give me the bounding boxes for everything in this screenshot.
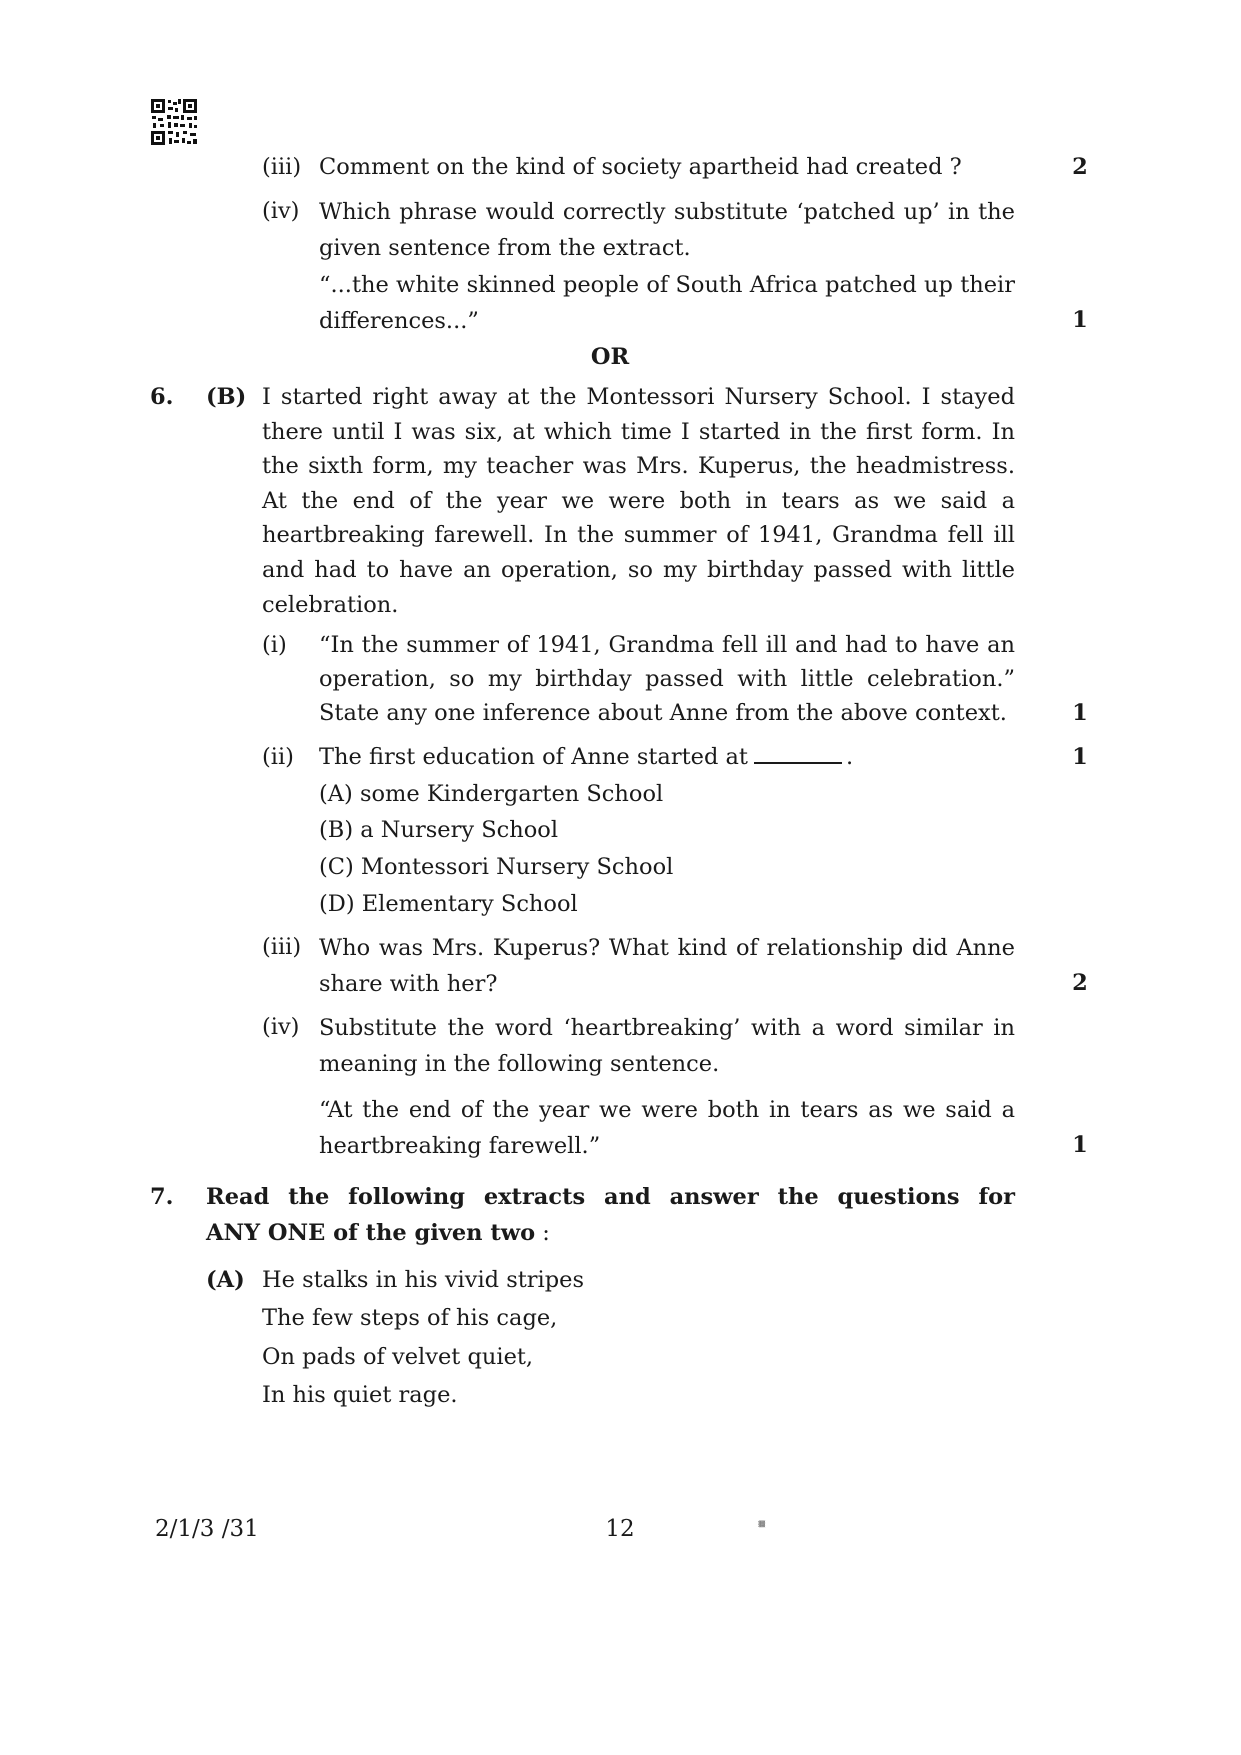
or-separator: OR	[590, 344, 630, 370]
signature-pattern: ⧙⧙⧙⧙⧙⧙	[758, 1519, 765, 1530]
item-number-iii: (iii)	[262, 934, 302, 960]
question-heading: Read the following extracts and answer the questions for	[206, 1184, 1015, 1210]
question-heading-colon: :	[535, 1220, 550, 1246]
answer-blank	[754, 760, 842, 764]
item-number-iii: (iii)	[262, 154, 302, 180]
poem-line: He stalks in his vivid stripes	[262, 1267, 585, 1293]
item-number-iv: (iv)	[262, 198, 300, 224]
option: (A) some Kindergarten School	[319, 781, 664, 807]
sentence-end: .	[845, 744, 854, 770]
option: (C) Montessori Nursery School	[319, 854, 674, 880]
item-text: Substitute the word ‘heartbreaking’ with a word similar in meaning in the following sentence.	[319, 1015, 1015, 1077]
question-number: 6.	[150, 384, 174, 410]
paper-code: 2/1/3 /31	[155, 1516, 259, 1542]
question-heading-line2	[206, 1216, 550, 1250]
fill-blank-line	[319, 740, 1019, 774]
marks: 1	[1072, 307, 1088, 333]
item-number-i: (i)	[262, 632, 287, 658]
item-number-iv: (iv)	[262, 1014, 300, 1040]
question-heading-emphasis: ANY ONE of the given two	[206, 1220, 536, 1246]
marks: 2	[1072, 154, 1088, 180]
poem-line: The few steps of his cage,	[262, 1305, 558, 1331]
quoted-sentence: “...the white skinned people of South Africa patched up their differences...”	[319, 272, 1015, 334]
item-text: Comment on the kind of society apartheid had created ?	[319, 154, 962, 180]
qr-code-icon	[150, 98, 198, 146]
question-part: (A)	[206, 1267, 245, 1293]
option: (D) Elementary School	[319, 891, 578, 917]
page-number: 12	[605, 1516, 635, 1542]
marks: 1	[1072, 700, 1088, 726]
quoted-sentence: “At the end of the year we were both in tears as we said a heartbreaking farewell.”	[319, 1097, 1015, 1159]
item-text: “In the summer of 1941, Grandma fell ill and had to have an operation, so my birthday passed with little celebration.” State any one inference about Anne from the above context.	[319, 632, 1015, 726]
item-text: The first education of Anne started at	[319, 744, 748, 770]
item-text: Who was Mrs. Kuperus? What kind of relationship did Anne share with her?	[319, 935, 1015, 997]
marks: 1	[1072, 744, 1088, 770]
passage: I started right away at the Montessori Nursery School. I stayed there until I was six, at which time I started in the first form. In the sixth form, my teacher was Mrs. Kuperus, the headmistress. At the end of the year we were both in tears as we said a heartbreaking farewell. In the summer of 1941, Grandma fell ill and had to have an operation, so my birthday passed with little celebration.	[262, 384, 1015, 618]
question-part: (B)	[206, 384, 247, 410]
question-number: 7.	[150, 1184, 174, 1210]
item-text: Which phrase would correctly substitute ‘patched up’ in the given sentence from the extract.	[319, 199, 1015, 261]
marks: 1	[1072, 1132, 1088, 1158]
option: (B) a Nursery School	[319, 817, 559, 843]
item-number-ii: (ii)	[262, 744, 294, 770]
marks: 2	[1072, 970, 1088, 996]
poem-line: In his quiet rage.	[262, 1382, 458, 1408]
poem-line: On pads of velvet quiet,	[262, 1344, 534, 1370]
